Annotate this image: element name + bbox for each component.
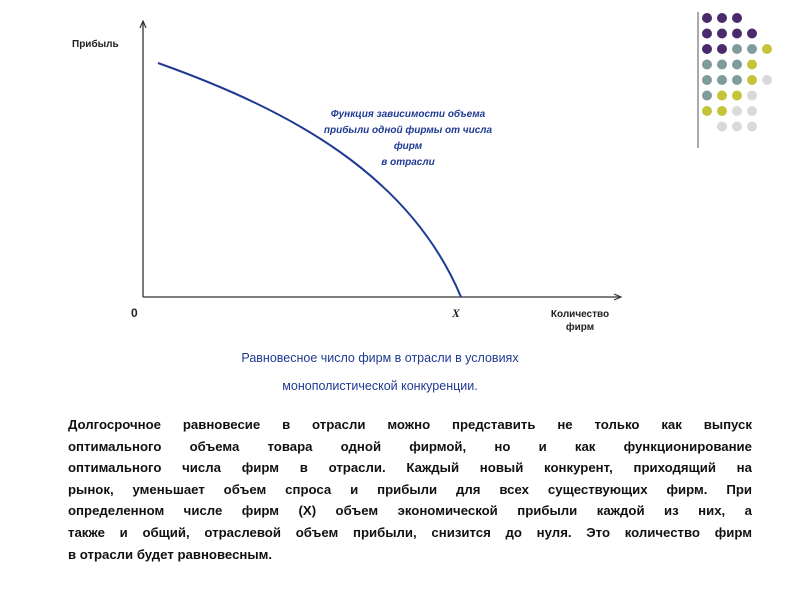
decorative-dot-grid <box>692 10 792 140</box>
decor-dot <box>732 106 742 116</box>
decor-dot <box>747 29 757 39</box>
body-line: Долгосрочное равновесие в отрасли можно представить не только как выпуск <box>68 417 752 432</box>
decor-dot <box>762 44 772 54</box>
decor-dot <box>702 13 712 23</box>
decor-dot <box>747 122 757 132</box>
decor-dot <box>702 29 712 39</box>
profit-curve <box>158 63 461 297</box>
decor-dot <box>717 44 727 54</box>
decor-dot <box>717 13 727 23</box>
decor-dot <box>747 44 757 54</box>
decor-dot <box>732 44 742 54</box>
decor-dot <box>747 60 757 70</box>
annotation-line: в отрасли <box>381 157 435 168</box>
decor-dot <box>762 75 772 85</box>
body-line: в отрасли будет равновесным. <box>68 546 273 562</box>
body-line: оптимального числа фирм в отрасли. Каждый новый конкурент, приходящий на <box>68 460 752 476</box>
x-axis-label <box>535 308 625 334</box>
body-line: рынок, уменьшает объем спроса и прибыли для всех существующих фирм. При <box>68 481 752 497</box>
decor-dot <box>717 29 727 39</box>
decor-dot <box>732 60 742 70</box>
decor-dot <box>702 60 712 70</box>
decor-dot <box>732 122 742 132</box>
decor-dot <box>732 13 742 23</box>
decor-dot <box>717 60 727 70</box>
caption-line: Равновесное число фирм в отрасли в условиях <box>241 351 519 365</box>
decor-dot <box>717 91 727 101</box>
decor-dot <box>747 106 757 116</box>
decor-dot <box>732 91 742 101</box>
body-line: также и общий, отраслевой объем прибыли, снизится до нуля. Это количество фирм <box>68 524 752 540</box>
decor-dot <box>717 75 727 85</box>
x-axis-label-line2: фирм <box>565 322 595 333</box>
x-axis-label-line1: Количество <box>550 309 610 320</box>
decor-dot <box>702 44 712 54</box>
decor-dot <box>747 75 757 85</box>
caption-line: монополистической конкуренции. <box>282 379 478 393</box>
decor-dot <box>702 106 712 116</box>
decor-dot <box>732 29 742 39</box>
decor-dot <box>732 75 742 85</box>
decor-dot <box>702 91 712 101</box>
equilibrium-x-label: X <box>452 306 461 320</box>
body-line: оптимального объема товара одной фирмой, но и как функционирование <box>68 438 752 454</box>
body-line: определенном числе фирм (X) объем экономической прибыли каждой из них, а <box>68 503 752 519</box>
body-paragraph <box>68 414 752 565</box>
decor-dot <box>717 122 727 132</box>
decor-dot <box>717 106 727 116</box>
annotation-line: прибыли одной фирмы от числа фирм <box>323 125 493 152</box>
curve-annotation <box>318 107 498 171</box>
y-axis-label: Прибыль <box>72 39 119 50</box>
origin-label: 0 <box>131 306 138 320</box>
decor-dot <box>702 75 712 85</box>
annotation-line: Функция зависимости объема <box>330 109 486 120</box>
diagram-caption <box>170 344 590 400</box>
decor-dot <box>747 91 757 101</box>
